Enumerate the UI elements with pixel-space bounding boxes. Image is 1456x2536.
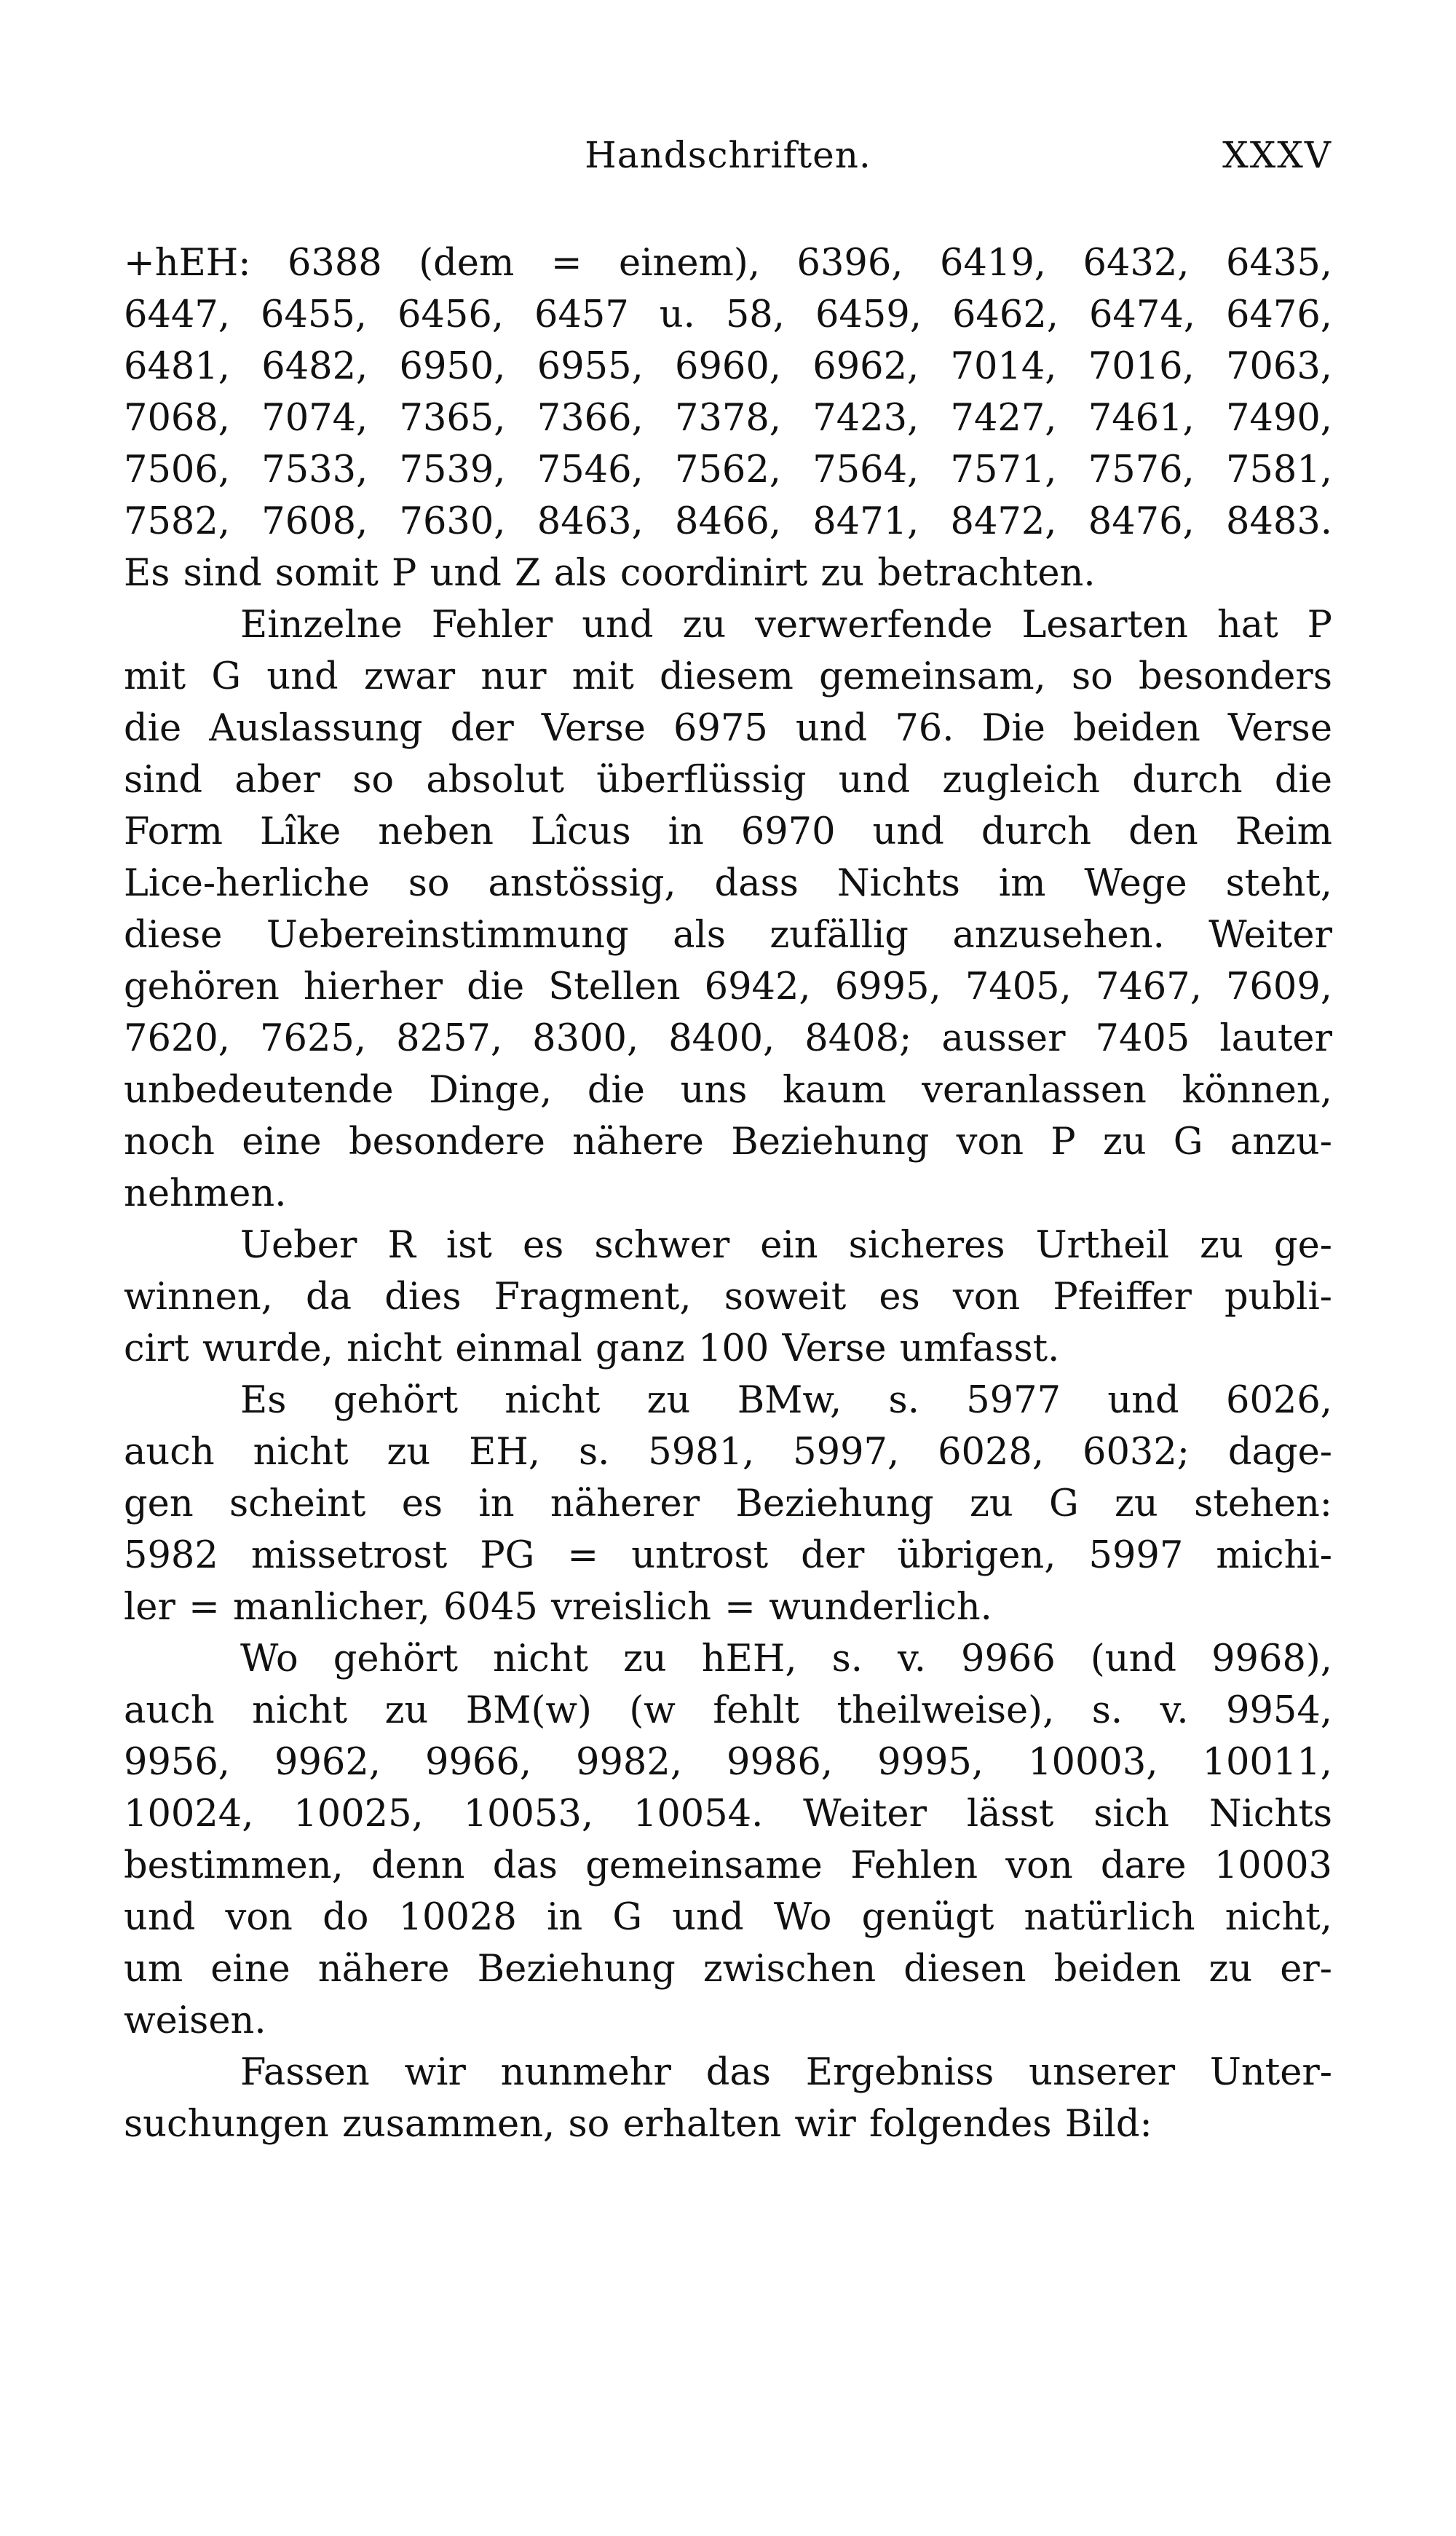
text-line: 6481, 6482, 6950, 6955, 6960, 6962, 7014, 7016, 7063, bbox=[124, 345, 1332, 388]
text-line: und von do 10028 in G und Wo genügt natürlich nicht, bbox=[124, 1896, 1332, 1939]
text-line: winnen, da dies Fragment, soweit es von Pfeiffer publi- bbox=[124, 1276, 1332, 1319]
text-line: ler = manlicher, 6045 vreislich = wunderlich. bbox=[124, 1586, 992, 1629]
text-line: mit G und zwar nur mit diesem gemeinsam, so besonders bbox=[124, 655, 1332, 698]
text-line: Es sind somit P und Z als coordinirt zu betrachten. bbox=[124, 552, 1096, 595]
page-number: XXXV bbox=[1222, 134, 1332, 176]
text-line: auch nicht zu BM(w) (w fehlt theilweise), s. v. 9954, bbox=[124, 1689, 1332, 1732]
text-line: diese Uebereinstimmung als zufällig anzusehen. Weiter bbox=[124, 914, 1332, 957]
text-line: die Auslassung der Verse 6975 und 76. Die beiden Verse bbox=[124, 707, 1332, 750]
text-line: gen scheint es in näherer Beziehung zu G zu stehen: bbox=[124, 1482, 1332, 1525]
text-line: 7068, 7074, 7365, 7366, 7378, 7423, 7427, 7461, 7490, bbox=[124, 397, 1332, 440]
text-line: gehören hierher die Stellen 6942, 6995, 7405, 7467, 7609, bbox=[124, 965, 1332, 1008]
text-line: Fassen wir nunmehr das Ergebniss unserer Unter- bbox=[240, 2051, 1332, 2094]
text-line: Wo gehört nicht zu hEH, s. v. 9966 (und 9968), bbox=[240, 1638, 1332, 1680]
text-line: bestimmen, denn das gemeinsame Fehlen von dare 10003 bbox=[124, 1844, 1332, 1887]
running-title: Handschriften. bbox=[585, 134, 871, 176]
text-line: 9956, 9962, 9966, 9982, 9986, 9995, 10003, 10011, bbox=[124, 1741, 1332, 1784]
text-line: 7620, 7625, 8257, 8300, 8400, 8408; ausser 7405 lauter bbox=[124, 1017, 1332, 1060]
text-line: um eine nähere Beziehung zwischen diesen beiden zu er- bbox=[124, 1948, 1332, 1991]
text-line: 5982 missetrost PG = untrost der übrigen, 5997 michi- bbox=[124, 1534, 1332, 1577]
text-line: unbedeutende Dinge, die uns kaum veranlassen können, bbox=[124, 1069, 1332, 1112]
text-line: 6447, 6455, 6456, 6457 u. 58, 6459, 6462, 6474, 6476, bbox=[124, 293, 1332, 336]
text-line: cirt wurde, nicht einmal ganz 100 Verse umfasst. bbox=[124, 1327, 1060, 1370]
text-line: suchungen zusammen, so erhalten wir folgendes Bild: bbox=[124, 2103, 1152, 2146]
text-line: Form Lîke neben Lîcus in 6970 und durch den Reim bbox=[124, 810, 1332, 853]
text-line: Ueber R ist es schwer ein sicheres Urtheil zu ge- bbox=[240, 1224, 1332, 1267]
text-line: nehmen. bbox=[124, 1172, 287, 1215]
text-line: 7506, 7533, 7539, 7546, 7562, 7564, 7571, 7576, 7581, bbox=[124, 449, 1332, 491]
text-line: +hEH: 6388 (dem = einem), 6396, 6419, 6432, 6435, bbox=[124, 242, 1332, 285]
text-line: sind aber so absolut überflüssig und zugleich durch die bbox=[124, 759, 1332, 802]
text-line: weisen. bbox=[124, 1999, 266, 2042]
text-line: 7582, 7608, 7630, 8463, 8466, 8471, 8472, 8476, 8483. bbox=[124, 500, 1332, 543]
text-line: auch nicht zu EH, s. 5981, 5997, 6028, 6032; dage- bbox=[124, 1431, 1332, 1474]
text-line: Einzelne Fehler und zu verwerfende Lesarten hat P bbox=[240, 604, 1332, 647]
text-line: Es gehört nicht zu BMw, s. 5977 und 6026, bbox=[240, 1379, 1332, 1422]
text-line: noch eine besondere nähere Beziehung von P zu G anzu- bbox=[124, 1121, 1332, 1164]
running-head bbox=[124, 130, 1332, 181]
text-line: Lice-herliche so anstössig, dass Nichts im Wege steht, bbox=[124, 862, 1332, 905]
body-text bbox=[124, 237, 1332, 2150]
text-line: 10024, 10025, 10053, 10054. Weiter lässt sich Nichts bbox=[124, 1793, 1332, 1836]
